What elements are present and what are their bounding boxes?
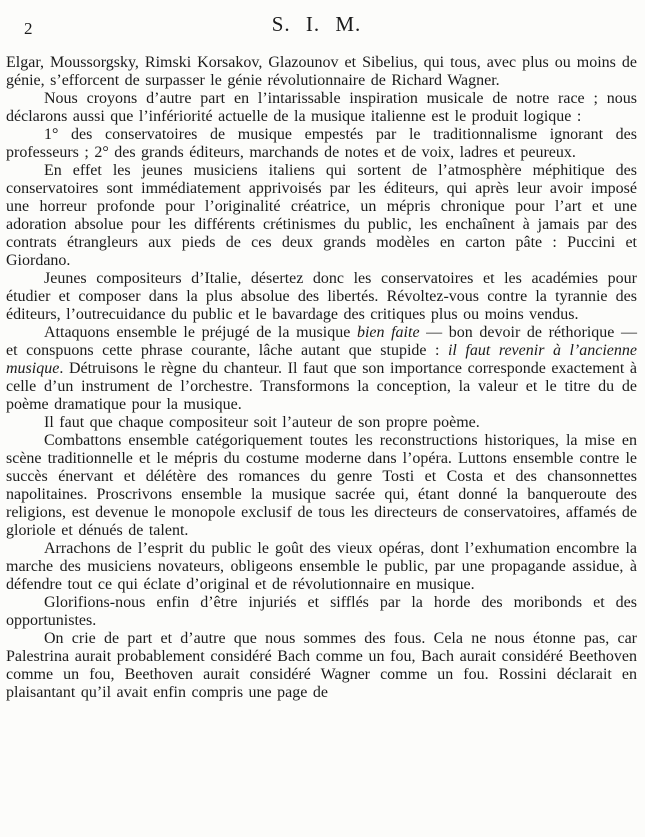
paragraph-text: Nous croyons d’autre part en l’intarissable inspiration musicale de notre race ; nous déclarons aussi que l’infériorité actuelle de la musique italienne est le produit logique : [6, 90, 637, 125]
paragraph [6, 432, 637, 540]
paragraph-text: En effet les jeunes musiciens italiens qui sortent de l’atmosphère méphitique des conservatoires sont immédiatement apprivoisés par les éditeurs, qui après leur avoir imposé une horreur profonde pour l’originalité créatrice, un mépris chronique pour l’art et une adoration absolue pour les différents crétinismes du public, les enchaînent à jamais par des contrats étrangleurs aux pieds de ces deux grands modèles en carton pâte : Puccini et Giordano. [6, 162, 637, 269]
paragraph-text: — bon devoir de réthorique — et conspuons cette phrase courante, lâche autant que stupide : [6, 324, 637, 359]
paragraph-text: Attaquons ensemble le préjugé de la musique [44, 324, 357, 341]
paragraph [6, 414, 637, 432]
paragraph-italic-text: il faut revenir à l’ancienne musique [6, 342, 637, 377]
paragraph-italic-text: bien faite [356, 324, 420, 341]
paragraph [6, 630, 637, 702]
article-text [6, 54, 637, 702]
paragraph-text: . Détruisons le règne du chanteur. Il faut que son importance corresponde exactement à celle d’un instrument de l’orchestre. Transformons la conception, la valeur et le titre du de poème dramatique pour la musique. [6, 360, 637, 413]
paragraph-text: On crie de part et d’autre que nous sommes des fous. Cela ne nous étonne pas, car Palestrina aurait probablement considéré Bach comme un fou, Bach aurait considéré Beethoven comme un fou, Beethoven aurait considéré Wagner comme un fou. Rossini déclarait en plaisantant qu’il avait enfin compris une page de [6, 630, 637, 701]
paragraph-text: Arrachons de l’esprit du public le goût des vieux opéras, dont l’exhumation encombre la marche des musiciens novateurs, obligeons ensemble le public, par une propagande assidue, à défendre tout ce qui éclate d’original et de révolutionnaire en musique. [6, 540, 637, 593]
paragraph [6, 540, 637, 594]
paragraph-text: Elgar, Moussorgsky, Rimski Korsakov, Glazounov et Sibelius, qui tous, avec plus ou moins de génie, s’efforcent de surpasser le génie révolutionnaire de Richard Wagner. [6, 54, 637, 89]
paragraph [6, 270, 637, 324]
paragraph [6, 54, 637, 90]
page-header [0, 0, 645, 50]
paragraph-text: Glorifions-nous enfin d’être injuriés et sifflés par la horde des moribonds et des opportunistes. [6, 594, 637, 629]
paragraph [6, 324, 637, 414]
paragraph-text: Jeunes compositeurs d’Italie, désertez donc les conservatoires et les académies pour étudier et composer dans la plus absolue des libertés. Révoltez-vous contre la tyrannie des éditeurs, l’outrecuidance du public et le bavardage des critiques plus ou moins vendus. [6, 270, 637, 323]
paragraph-text: Il faut que chaque compositeur soit l’auteur de son propre poème. [44, 414, 480, 431]
paragraph [6, 126, 637, 162]
paragraph-text: Combattons ensemble catégoriquement toutes les reconstructions historiques, la mise en scène traditionnelle et le mépris du costume moderne dans l’opéra. Luttons ensemble contre le succès énervant et délétère des romances du genre Tosti et Costa et des chansonnettes napolitaines. Proscrivons ensemble la musique sacrée qui, étant donné la banqueroute des religions, est devenue le monopole exclusif de tous les directeurs de conservatoires, affamés de gloriole et dénués de talent. [6, 432, 637, 539]
paragraph [6, 594, 637, 630]
page-number: 2 [24, 19, 33, 38]
paragraph-text: 1° des conservatoires de musique empestés par le traditionnalisme ignorant des professeurs ; 2° des grands éditeurs, marchands de notes et de voix, ladres et peureux. [6, 126, 637, 161]
paragraph [6, 90, 637, 126]
journal-title: S. I. M. [271, 12, 362, 36]
paragraph [6, 162, 637, 270]
